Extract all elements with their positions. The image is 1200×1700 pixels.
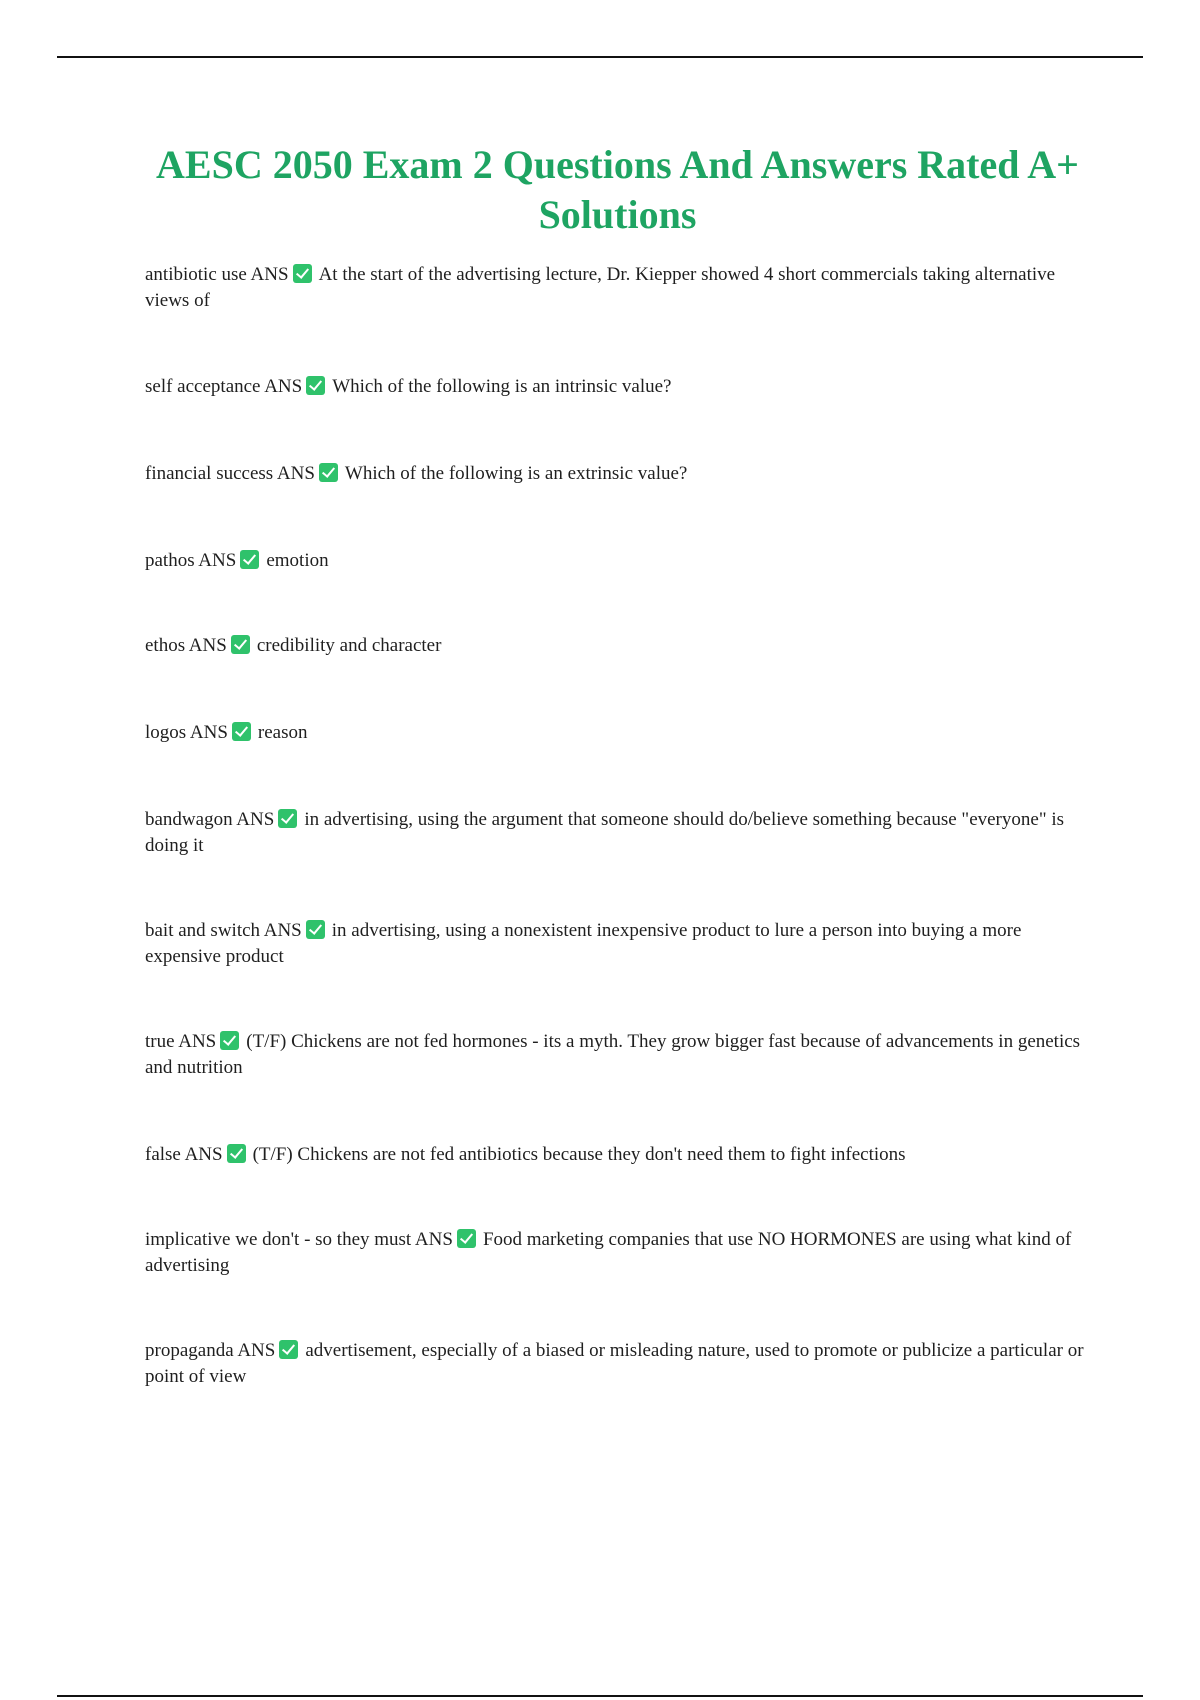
qa-definition: Which of the following is an extrinsic value? — [344, 463, 688, 484]
qa-definition: credibility and character — [256, 635, 442, 656]
qa-term: false ANS — [145, 1144, 223, 1165]
qa-term: propaganda ANS — [145, 1340, 276, 1361]
check-mark-icon — [306, 920, 325, 939]
top-rule — [57, 56, 1143, 58]
check-mark-icon — [240, 550, 259, 569]
qa-term: financial success ANS — [145, 463, 315, 484]
qa-term: bait and switch ANS — [145, 920, 302, 941]
qa-item — [145, 1227, 1090, 1279]
qa-item — [145, 461, 1090, 487]
check-mark-icon — [293, 264, 312, 283]
qa-term: ethos ANS — [145, 635, 227, 656]
qa-term: antibiotic use ANS — [145, 264, 289, 285]
document-title: AESC 2050 Exam 2 Questions And Answers Rated A+ Solutions — [156, 142, 1079, 237]
qa-definition: in advertising, using a nonexistent inexpensive product to lure a person into buying a more expensive product — [145, 920, 1022, 967]
qa-term: logos ANS — [145, 722, 228, 743]
check-mark-icon — [227, 1144, 246, 1163]
check-mark-icon — [279, 1340, 298, 1359]
qa-definition: advertisement, especially of a biased or misleading nature, used to promote or publicize a particular or point of view — [145, 1340, 1084, 1387]
qa-item — [145, 374, 1090, 400]
qa-definition: emotion — [266, 550, 329, 571]
qa-item — [145, 720, 1090, 746]
qa-term: pathos ANS — [145, 550, 237, 571]
check-mark-icon — [231, 635, 250, 654]
check-mark-icon — [306, 376, 325, 395]
check-mark-icon — [457, 1229, 476, 1248]
qa-term: self acceptance ANS — [145, 376, 303, 397]
qa-item — [145, 633, 1090, 659]
qa-item — [145, 1338, 1090, 1390]
qa-item — [145, 1029, 1090, 1081]
qa-item — [145, 548, 1090, 574]
qa-definition: At the start of the advertising lecture, Dr. Kiepper showed 4 short commercials taking alternative views of — [145, 264, 1056, 311]
qa-definition: in advertising, using the argument that someone should do/believe something because "everyone" is doing it — [145, 809, 1064, 856]
check-mark-icon — [278, 809, 297, 828]
qa-definition: Which of the following is an intrinsic value? — [332, 376, 672, 397]
qa-item — [145, 807, 1090, 859]
qa-term: bandwagon ANS — [145, 809, 275, 830]
qa-term: implicative we don't - so they must ANS — [145, 1229, 453, 1250]
check-mark-icon — [220, 1031, 239, 1050]
qa-term: true ANS — [145, 1031, 217, 1052]
qa-definition: reason — [257, 722, 308, 743]
qa-item — [145, 1142, 1090, 1168]
qa-definition: (T/F) Chickens are not fed hormones - its a myth. They grow bigger fast because of advancements in genetics and nutrition — [145, 1031, 1081, 1078]
qa-item — [145, 918, 1090, 970]
qa-item — [145, 262, 1090, 314]
bottom-rule — [57, 1695, 1143, 1697]
check-mark-icon — [232, 722, 251, 741]
qa-definition: (T/F) Chickens are not fed antibiotics because they don't need them to fight infections — [252, 1144, 906, 1165]
check-mark-icon — [319, 463, 338, 482]
qa-definition: Food marketing companies that use NO HORMONES are using what kind of advertising — [145, 1229, 1072, 1276]
